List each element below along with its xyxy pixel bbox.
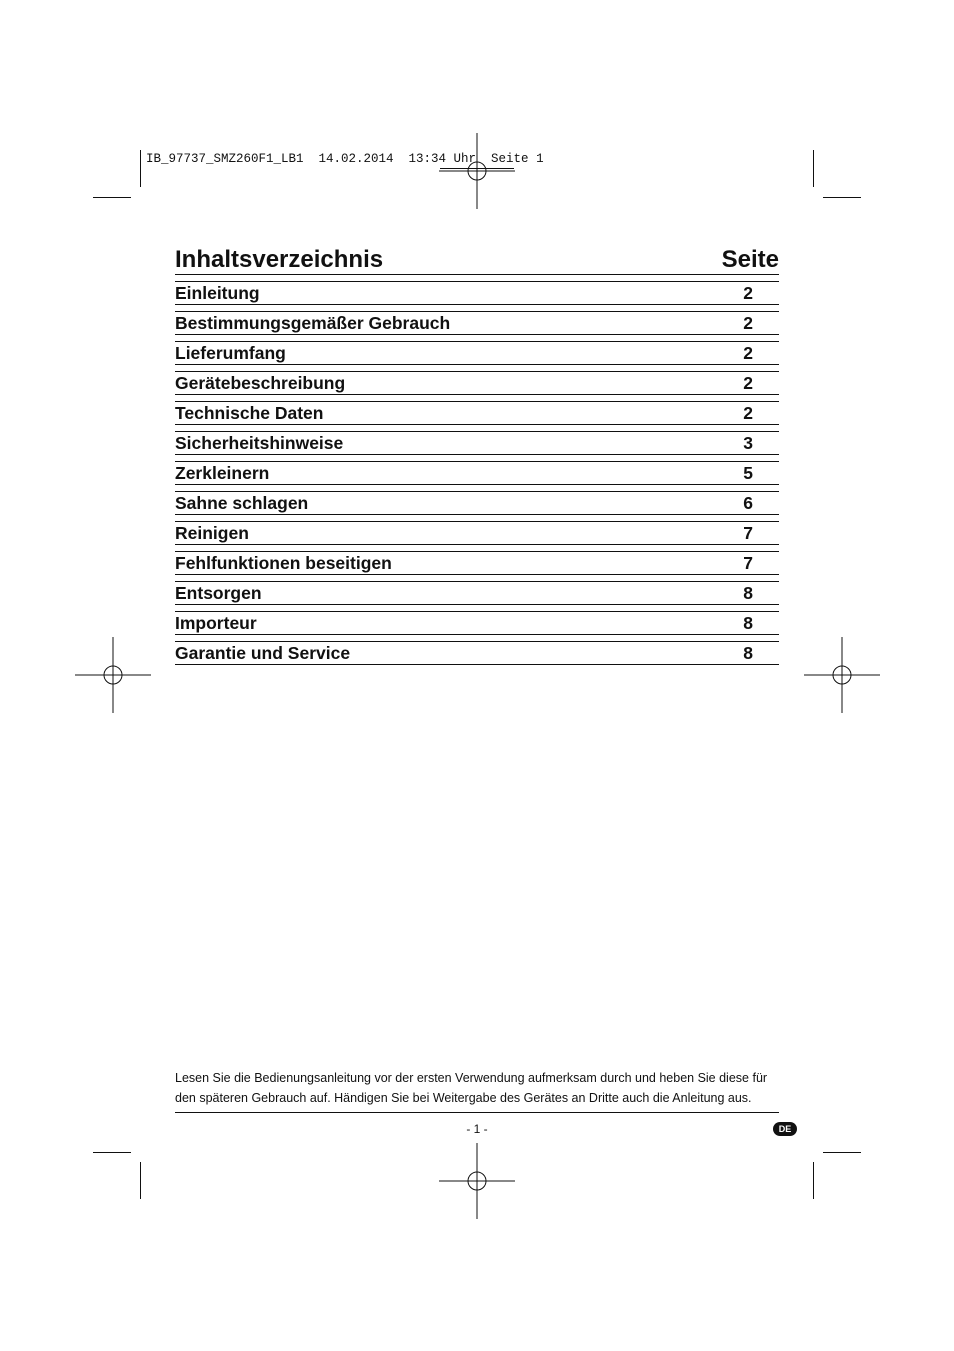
table-of-contents — [175, 244, 779, 665]
toc-entry-page: 8 — [743, 642, 753, 663]
page-number: - 1 - — [466, 1122, 488, 1136]
toc-entry[interactable] — [175, 341, 779, 365]
toc-entry-label: Einleitung — [175, 282, 260, 303]
toc-entry[interactable] — [175, 551, 779, 575]
language-badge: DE — [773, 1122, 797, 1136]
toc-entry-page: 2 — [743, 402, 753, 423]
toc-entry[interactable] — [175, 491, 779, 515]
crop-mark-top-right-horizontal — [823, 197, 861, 198]
usage-note-line: den späteren Gebrauch auf. Händigen Sie bei Weitergabe des Gerätes an Dritte auch die Anleitung aus. — [175, 1091, 752, 1105]
toc-entry-label: Garantie und Service — [175, 642, 351, 663]
toc-entry-page: 6 — [743, 492, 753, 513]
crop-mark-bottom-left-horizontal — [93, 1152, 131, 1153]
toc-entry[interactable] — [175, 461, 779, 485]
toc-entry[interactable] — [175, 521, 779, 545]
toc-entry-label: Gerätebeschreibung — [175, 372, 346, 393]
toc-entry[interactable] — [175, 431, 779, 455]
crop-mark-bottom-right-vertical — [813, 1162, 814, 1199]
toc-header — [175, 244, 779, 275]
toc-entry-label: Sicherheitshinweise — [175, 432, 344, 453]
toc-page-header: Seite — [721, 246, 779, 273]
toc-entry-label: Bestimmungsgemäßer Gebrauch — [175, 312, 451, 333]
toc-entry-label: Importeur — [175, 612, 257, 633]
toc-entry-page: 8 — [743, 582, 753, 603]
registration-mark-left-icon — [75, 637, 151, 713]
toc-entry-label: Reinigen — [175, 522, 249, 543]
registration-mark-right-icon — [804, 637, 880, 713]
registration-mark-top-icon — [439, 133, 515, 209]
toc-entry-label: Zerkleinern — [175, 462, 270, 483]
toc-entry[interactable] — [175, 611, 779, 635]
footer-divider — [175, 1112, 779, 1113]
toc-entry[interactable] — [175, 311, 779, 335]
toc-entry-label: Sahne schlagen — [175, 492, 309, 513]
crop-mark-top-left-horizontal — [93, 197, 131, 198]
crop-mark-top-right-vertical — [813, 150, 814, 187]
toc-entry-page: 2 — [743, 312, 753, 333]
toc-entry-page: 3 — [743, 432, 753, 453]
toc-entry[interactable] — [175, 581, 779, 605]
toc-entry-page: 7 — [743, 552, 753, 573]
crop-mark-top-left-vertical — [140, 150, 141, 187]
toc-entry-page: 5 — [743, 462, 753, 483]
usage-note — [175, 1068, 779, 1108]
toc-entry-label: Fehlfunktionen beseitigen — [175, 552, 392, 573]
toc-entry[interactable] — [175, 281, 779, 305]
registration-mark-bottom-icon — [439, 1143, 515, 1219]
toc-entry[interactable] — [175, 641, 779, 665]
crop-mark-bottom-left-vertical — [140, 1162, 141, 1199]
toc-entry-page: 2 — [743, 282, 753, 303]
toc-title: Inhaltsverzeichnis — [175, 246, 384, 273]
toc-entry-label: Lieferumfang — [175, 342, 286, 363]
usage-note-line: Lesen Sie die Bedienungsanleitung vor der ersten Verwendung aufmerksam durch und heben Sie diese für — [175, 1071, 768, 1085]
print-slug: IB_97737_SMZ260F1_LB1 14.02.2014 13:34 Uhr Seite 1 — [146, 152, 544, 166]
toc-entry-page: 2 — [743, 342, 753, 363]
toc-entry-label: Technische Daten — [175, 402, 324, 423]
toc-entry-page: 2 — [743, 372, 753, 393]
toc-entry-page: 8 — [743, 612, 753, 633]
toc-entry[interactable] — [175, 371, 779, 395]
toc-entry[interactable] — [175, 401, 779, 425]
crop-mark-bottom-right-horizontal — [823, 1152, 861, 1153]
toc-entry-page: 7 — [743, 522, 753, 543]
toc-entry-label: Entsorgen — [175, 582, 262, 603]
